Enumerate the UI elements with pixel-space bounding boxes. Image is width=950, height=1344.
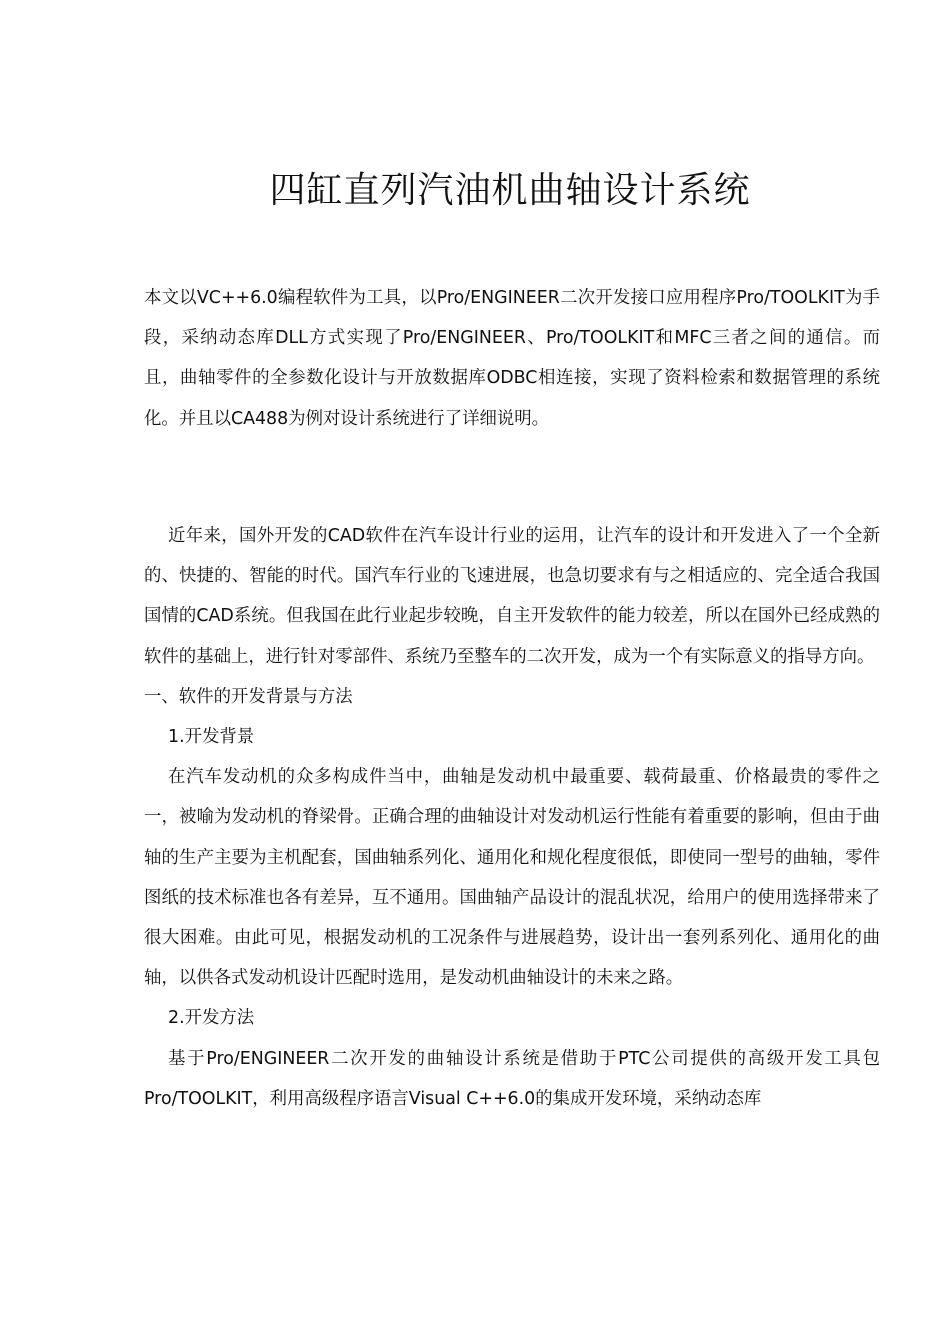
intro-paragraph: 近年来，国外开发的CAD软件在汽车设计行业的运用，让汽车的设计和开发进入了一个全新的、快捷的、智能的时代。国汽车行业的飞速进展，也急切要求有与之相适应的、完全适合我国国情的CAD系统。但我国在此行业起步较晚，自主开发软件的能力较差，所以在国外已经成熟的软件的基础上，进行针对零部件、系统乃至整车的二次开发，成为一个有实际意义的指导方向。 <box>144 526 880 667</box>
document-title: 四缸直列汽油机曲轴设计系统 <box>269 170 751 211</box>
body-text <box>144 516 880 1119</box>
background-paragraph: 在汽车发动机的众多构成件当中，曲轴是发动机中最重要、载荷最重、价格最贵的零件之一，被喻为发动机的脊梁骨。正确合理的曲轴设计对发动机运行性能有着重要的影响，但由于曲轴的生产主要为主机配套，国曲轴系列化、通用化和规化程度很低，即使同一型号的曲轴，零件图纸的技术标准也各有差异，互不通用。国曲轴产品设计的混乱状况，给用户的使用选择带来了很大困难。由此可见，根据发动机的工况条件与进展趋势，设计出一套列系列化、通用化的曲轴，以供各式发动机设计匹配时选用，是发动机曲轴设计的未来之路。 <box>144 767 880 989</box>
method-paragraph: 基于Pro/ENGINEER二次开发的曲轴设计系统是借助于PTC公司提供的高级开发工具包Pro/TOOLKIT，利用高级程序语言Visual C++6.0的集成开发环境，采纳动态库 <box>144 1048 880 1109</box>
subsection-heading-method: 2.开发方法 <box>168 1008 255 1029</box>
abstract-paragraph: 本文以VC++6.0编程软件为工具，以Pro/ENGINEER二次开发接口应用程序Pro/TOOLKIT为手段，采纳动态库DLL方式实现了Pro/ENGINEER、Pro/TOOLKIT和MFC三者之间的通信。而且，曲轴零件的全参数化设计与开放数据库ODBC相连接，实现了资料检索和数据管理的系统化。并且以CA488为例对设计系统进行了详细说明。 <box>144 288 880 429</box>
section-heading: 一、软件的开发背景与方法 <box>144 686 353 707</box>
subsection-heading-background: 1.开发背景 <box>168 727 255 748</box>
abstract-block <box>144 278 880 439</box>
